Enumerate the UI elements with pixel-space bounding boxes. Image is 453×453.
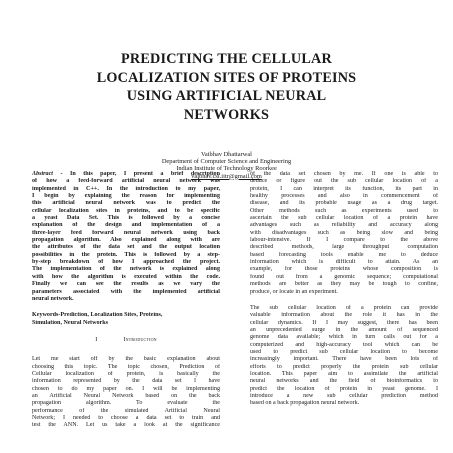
body-line: based forecasting tools enable me to deduce [250, 251, 438, 258]
body-line: methods are better as they may be tough to confine, [250, 281, 438, 288]
section-heading-introduction [32, 337, 220, 344]
author-department: Department of Computer Science and Engineering [161, 158, 292, 166]
keywords [32, 312, 220, 327]
body-line: information which is difficult to attain. As an [250, 259, 438, 266]
intro-line: propagation algorithm. To evaluate the [32, 400, 220, 407]
intro-line: an Artificial Neural Network based on the back [32, 392, 220, 399]
body-line: example, for those proteins whose composition is [250, 266, 438, 273]
body-line: found out from a genomic sequence; computational [250, 273, 438, 280]
body-line: protein, I can interpret its function, its part in [250, 185, 438, 192]
abstract-line: Finally we can see the results as we vary the [32, 281, 220, 288]
abstract-line: parameters associated with the implemented artificial [32, 288, 220, 295]
body-line: valuable information about the role it has in the [250, 312, 438, 319]
abstract-line: explanation of the design and implementation of a [32, 222, 220, 229]
abstract-line: I begin by explaining the reason for implementing [32, 193, 220, 200]
body-line: The sub cellular location of a protein can provide [250, 304, 438, 311]
abstract-line: by-step breakdown of how I approached the project. [32, 259, 220, 266]
intro-line: Let me start off by the basic explanation about [32, 356, 220, 363]
intro-line: choosing this topic. The topic chosen, Prediction of [32, 363, 220, 370]
abstract [32, 171, 220, 303]
intro-line: chosen to do my paper on. I will be implementing [32, 385, 220, 392]
body-paragraph-2 [250, 305, 438, 408]
body-line: computerized and high-accuracy tool which can be [250, 341, 438, 348]
body-line: increasingly important. There have been lots of [250, 356, 438, 363]
intro-line: information represented by the data set I have [32, 378, 220, 385]
body-line: efforts to predict properly the protein sub cellular [250, 363, 438, 370]
intro-line: Cellular localization of protein, is basically the [32, 370, 220, 377]
abstract-line: possibilities in the protein. This is followed by a step- [32, 251, 220, 258]
body-line: used to predict sub cellular location to become [250, 348, 438, 355]
abstract-line: of how a feed-forward artificial neural network was [32, 178, 220, 185]
body-line: Other methods such as experiments used to [250, 207, 438, 214]
intro-line: performance of the simulated Artificial Neural [32, 407, 220, 414]
body-line: based on a back propagation neural network. [250, 400, 360, 407]
body-line: cellular dynamics. If I may suggest, there has been [250, 319, 438, 326]
intro-line: Network; I needed to choose a data set to train and [32, 414, 220, 421]
abstract-line: the attributes of the data set and the output location [32, 244, 220, 251]
right-column [250, 171, 438, 408]
section-number: I [95, 336, 98, 343]
abstract-line: propagation algorithm. Also explained along with are [32, 237, 220, 244]
author-email-link[interactable]: vaibhav.csi.iitr@gmail.com [191, 172, 262, 180]
body-line: genome data available; which in turn calls out for a [250, 334, 438, 341]
abstract-line: this artificial neural network was to predict the [32, 200, 220, 207]
body-line: introduce a new sub cellular prediction method [250, 392, 438, 399]
body-line: advantages such as reliability and accuracy along [250, 222, 438, 229]
abstract-label: Abstract - [32, 171, 63, 177]
body-line: described methods, large throughput computation [250, 244, 438, 251]
title-line: LOCALIZATION SITES OF PROTEINS [96, 69, 357, 86]
body-line: location. This paper aim to assimilate the artificial [250, 370, 438, 377]
abstract-line: a yeast Data Set. This is followed by a concise [32, 215, 220, 222]
title-line: USING ARTIFICIAL NEURAL [126, 88, 327, 104]
body-paragraph-1 [250, 171, 438, 296]
abstract-line: implemented in C++. In the introduction to my paper, [32, 185, 220, 192]
abstract-line: Abstract - In this paper, I present a brief description [32, 171, 220, 177]
title-line: NETWORKS [183, 106, 270, 123]
body-line: disease, and its probable usage as a drug target. [250, 200, 438, 207]
body-line: deduce or figure out the sub cellular location of a [250, 178, 438, 185]
body-line: ascertain the sub cellular location of a protein have [250, 215, 438, 222]
body-line: healthy processes and also in commencement of [250, 193, 438, 200]
left-column [32, 171, 220, 430]
keywords-line: Simulation, Neural Networks [32, 319, 109, 326]
author-name: Vaibhav Dhattarwal [201, 151, 252, 158]
abstract-line: cellular localization sites in proteins, and to be specific [32, 207, 220, 214]
title-line: PREDICTING THE CELLULAR [121, 51, 332, 67]
keywords-line: Keywords-Prediction, Localization Sites, Proteins, [32, 312, 163, 319]
paper-title [40, 50, 413, 124]
intro-line: test the ANN. Let us take a look at the significance [32, 422, 220, 429]
section-title: Introduction [123, 336, 157, 343]
body-line: an unprecedented surge in the amount of sequenced [250, 326, 438, 333]
body-line: labour-intensive. If I compare to the above [250, 237, 438, 244]
body-line: predict the location of protein in yeast genome. I [250, 385, 438, 392]
body-line: neural networks and the field of bioinformatics to [250, 378, 438, 385]
abstract-line: neural network. [32, 295, 74, 302]
body-line: of the data set chosen by me. If one is able to [250, 171, 438, 177]
abstract-line: with how the algorithm is executed within the code. [32, 273, 220, 280]
body-line: produce, or locate in an experiment. [250, 288, 338, 295]
abstract-line: three-layer feed forward neural network using back [32, 229, 220, 236]
body-line: with disadvantages such as being slow and being [250, 229, 438, 236]
abstract-line: The implementation of the network is explained along [32, 266, 220, 273]
introduction-paragraph [32, 356, 220, 429]
author-institute: Indian Institute of Technology Roorkee [176, 165, 277, 173]
